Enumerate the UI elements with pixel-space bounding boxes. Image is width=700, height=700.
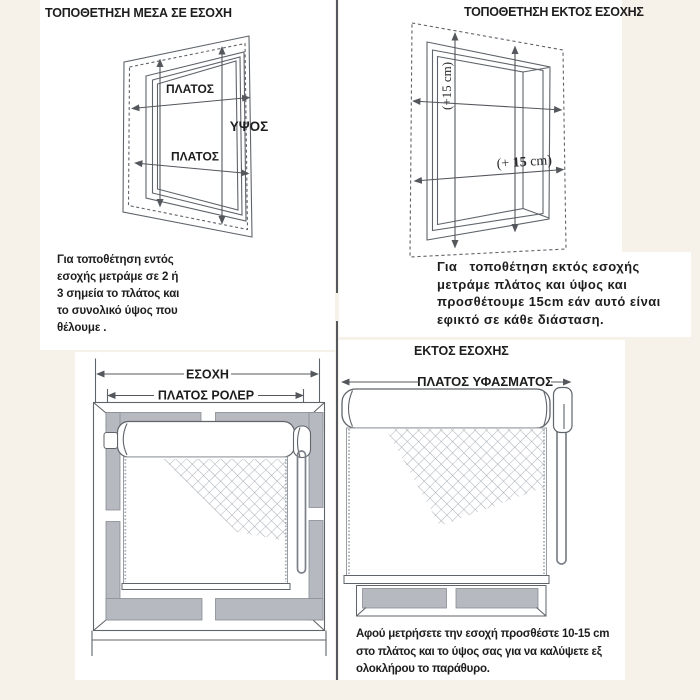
caption-line: Για τοποθέτηση εντός bbox=[57, 254, 174, 266]
roller-width-dimension bbox=[108, 389, 304, 403]
caption-line: εφικτό σε κάθε διάσταση. bbox=[437, 311, 605, 327]
title-inside-recess: ΤΟΠΟΘΕΤΗΣΗ ΜΕΣΑ ΣΕ ΕΣΟΧΗ bbox=[45, 6, 232, 20]
chain-loop bbox=[298, 451, 306, 573]
width-label-top: ΠΛΑΤΟΣ bbox=[166, 82, 214, 96]
roller-width-label: ΠΛΑΤΟΣ ΡΟΛΕΡ bbox=[157, 388, 255, 403]
plus15-width-label: (+ 15 cm) bbox=[496, 153, 553, 172]
center-divider-top bbox=[336, 0, 338, 293]
width-arrow-bottom bbox=[415, 170, 564, 182]
width-label-bottom: ΠΛΑΤΟΣ bbox=[171, 149, 219, 164]
caption-line: 3 σημεία το πλάτος και bbox=[57, 288, 180, 300]
recess-label: ΕΣΟΧΗ bbox=[186, 367, 229, 382]
caption-line: θέλουμε . bbox=[57, 322, 107, 334]
roller-end-cap bbox=[294, 426, 311, 458]
bottom-rail bbox=[122, 584, 290, 590]
window-frame bbox=[410, 23, 566, 257]
title-outside-recess: ΤΟΠΟΘΕΤΗΣΗ ΕΚΤΟΣ ΕΣΟΧΗΣ bbox=[464, 5, 644, 19]
bottom-rail bbox=[344, 576, 549, 584]
caption-line: προσθέτουμε 15cm εάν αυτό είναι bbox=[437, 294, 661, 309]
caption-line: μετράμε πλάτος και ύψος και bbox=[437, 276, 628, 292]
width-arrow-top bbox=[413, 101, 562, 110]
measurement-arrows bbox=[132, 47, 250, 224]
caption-inside-recess bbox=[57, 252, 179, 337]
drawing-window-outside-recess bbox=[339, 0, 625, 262]
drawing-roller-inside-recess bbox=[75, 352, 335, 680]
fabric-width-dimension bbox=[342, 374, 571, 389]
caption-line: Αφού μετρήσετε την εσοχή προσθέστε 10-15 cm bbox=[356, 628, 610, 640]
recess-frame bbox=[123, 36, 252, 237]
heading-outside-recess: ΕΚΤΟΣ ΕΣΟΧΗΣ bbox=[414, 344, 509, 358]
center-divider-bottom bbox=[336, 321, 338, 680]
caption-line: Για τοποθέτηση εκτός εσοχής bbox=[437, 259, 640, 274]
roller-tube bbox=[118, 422, 295, 458]
chain-bracket bbox=[554, 388, 573, 433]
mounting-bracket-left bbox=[104, 433, 118, 449]
roller-tube bbox=[342, 389, 550, 428]
fabric-width-label: ΠΛΑΤΟΣ ΥΦΑΣΜΑΤΟΣ bbox=[417, 374, 553, 389]
caption-outside-recess-bottom bbox=[356, 626, 609, 679]
caption-line: εσοχής μετράμε σε 2 ή bbox=[57, 271, 179, 283]
width-arrow-top bbox=[132, 98, 250, 109]
window-behind bbox=[357, 586, 547, 617]
caption-line: το συνολικό ύψος που bbox=[57, 305, 178, 317]
height-label: ΥΨΟΣ bbox=[229, 119, 269, 134]
caption-line: ολοκλήρου το παράθυρο. bbox=[356, 663, 490, 675]
plus15-height-label: (+15 cm) bbox=[439, 61, 454, 110]
chain-loop bbox=[557, 428, 566, 564]
caption-outside-recess bbox=[437, 258, 661, 328]
drawing-window-inside-recess bbox=[40, 0, 335, 252]
caption-line: στο πλάτος και το ύψος σας για να καλύψετε εξ bbox=[356, 645, 602, 658]
